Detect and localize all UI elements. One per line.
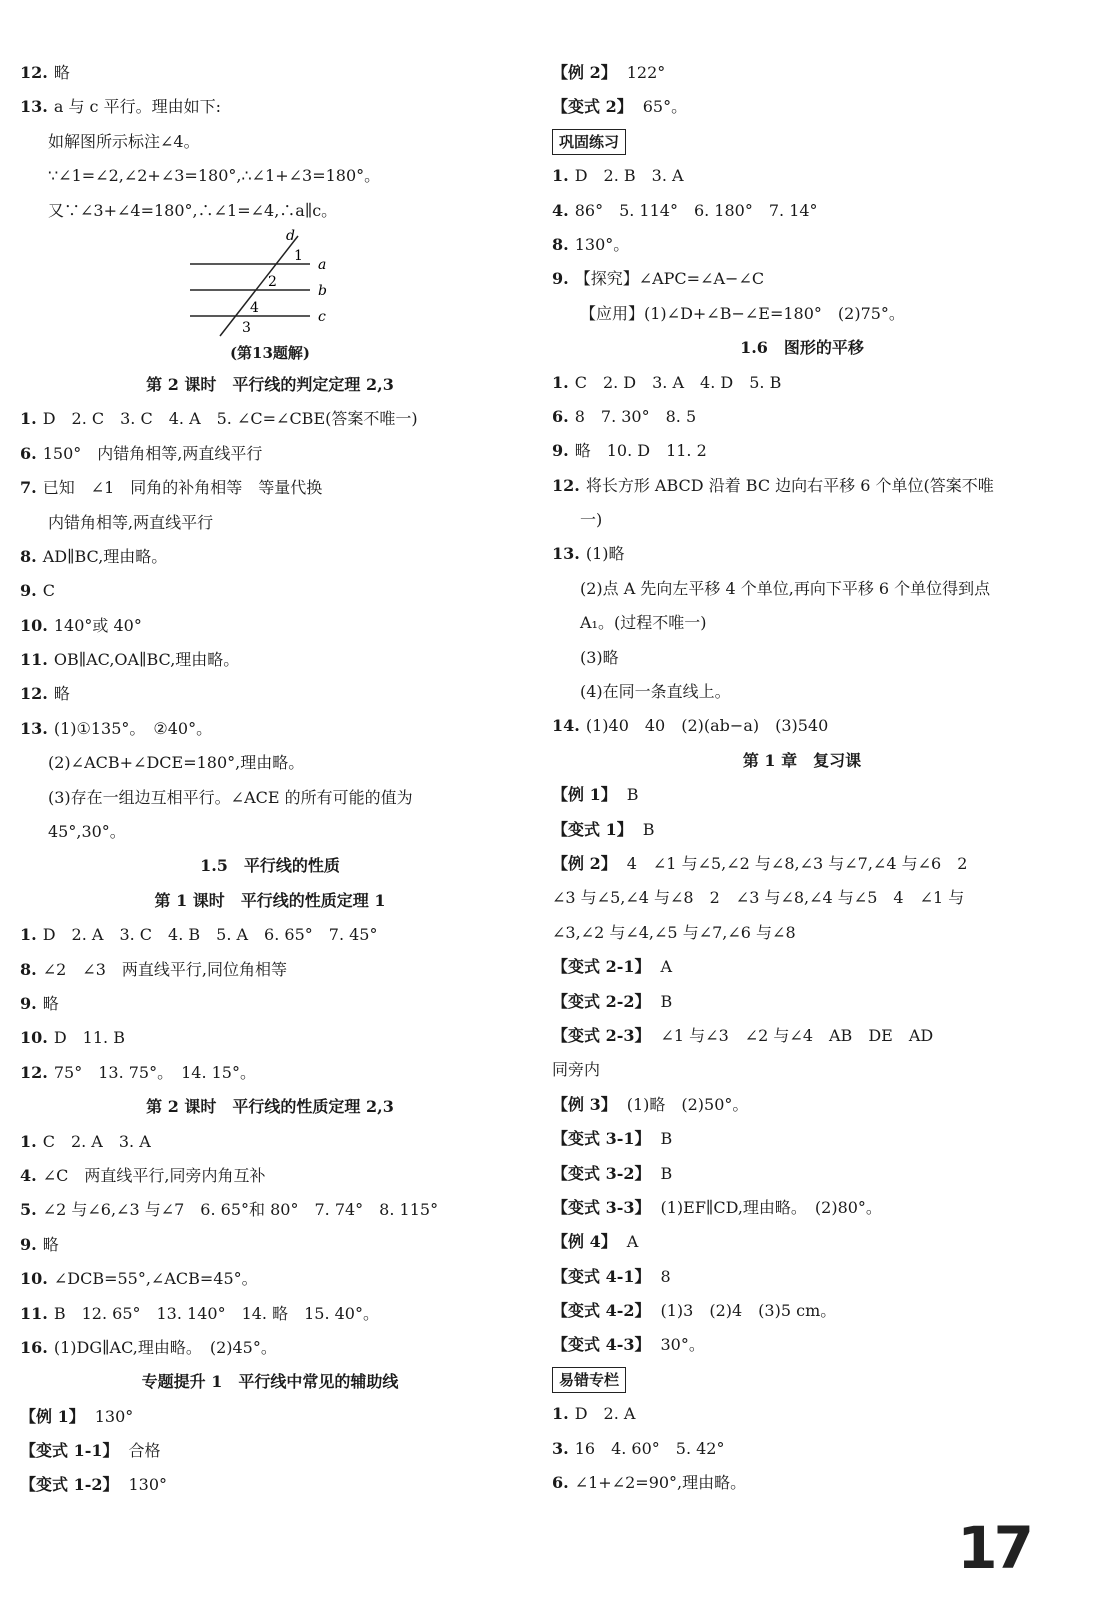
item-number: 13.	[552, 544, 580, 564]
answer-item	[552, 434, 1052, 468]
item-number: 9.	[20, 993, 37, 1013]
example-answer: ∠1 与∠3 ∠2 与∠4 AB DE AD	[660, 1025, 934, 1045]
figure-label-n2: 2	[268, 273, 277, 290]
item-answer: 75° 13. 75°。 14. 15°。	[53, 1062, 256, 1082]
left-column	[20, 56, 520, 1503]
answer-continuation: A₁。(过程不唯一)	[580, 613, 707, 633]
answer-item	[552, 709, 1052, 743]
answer-item	[20, 574, 520, 608]
item-number: 10.	[20, 1028, 48, 1048]
answer-item	[552, 537, 1052, 571]
boxed-section-title: 易错专栏	[552, 1367, 626, 1393]
answer-item	[20, 643, 520, 677]
item-number: 12.	[20, 684, 48, 704]
example-tag: 【例 1】	[20, 1406, 85, 1426]
example-answer: A	[660, 957, 673, 977]
answer-item	[20, 1262, 520, 1296]
answer-item	[20, 540, 520, 574]
item-number: 13.	[20, 718, 48, 738]
item-answer: 86° 5. 114° 6. 180° 7. 14°	[574, 200, 818, 220]
figure-parallel-lines	[20, 228, 520, 338]
answer-continuation: (3)略	[580, 647, 619, 667]
answer-item	[552, 262, 1052, 296]
example-tag: 【变式 3-1】	[552, 1129, 651, 1149]
figure-label-a: a	[318, 256, 327, 273]
item-answer: 【探究】∠APC=∠A−∠C	[574, 269, 765, 289]
item-answer: D 2. A	[574, 1404, 636, 1424]
example-answer: A	[626, 1232, 639, 1252]
example-tag: 【例 3】	[552, 1094, 617, 1114]
item-answer: ∠C 两直线平行,同旁内角互补	[42, 1165, 266, 1185]
item-number: 11.	[20, 1303, 48, 1323]
example-answer: 122°	[626, 63, 666, 82]
example-tag: 【例 2】	[552, 63, 617, 82]
answer-continuation: (3)存在一组边互相平行。∠ACE 的所有可能的值为	[48, 787, 413, 807]
section-heading: 第 2 课时 平行线的性质定理 2,3	[146, 1097, 394, 1117]
item-answer: (1)DG∥AC,理由略。 (2)45°。	[53, 1337, 277, 1357]
example-item	[552, 778, 1052, 812]
item-number: 1.	[20, 409, 37, 429]
item-answer: ∠2 与∠6,∠3 与∠7 6. 65°和 80° 7. 74° 8. 115°	[42, 1200, 439, 1220]
item-answer: (1)①135°。 ②40°。	[53, 718, 213, 738]
example-item	[552, 985, 1052, 1019]
example-item	[552, 1122, 1052, 1156]
example-item	[20, 1468, 520, 1502]
example-answer: B	[660, 1129, 673, 1149]
answer-continuation: 又∵∠3+∠4=180°,∴∠1=∠4,∴a∥c。	[48, 200, 338, 220]
item-answer: 略	[42, 1234, 59, 1254]
example-answer: 130°	[94, 1406, 134, 1426]
answer-item	[20, 677, 520, 711]
item-answer: (1)略	[585, 544, 625, 564]
example-tag: 【变式 1-2】	[20, 1475, 119, 1495]
item-number: 5.	[20, 1200, 37, 1220]
example-item	[552, 1294, 1052, 1328]
item-number: 8.	[552, 234, 569, 254]
item-number: 1.	[552, 1404, 569, 1424]
item-number: 1.	[20, 925, 37, 945]
item-number: 8.	[20, 546, 37, 566]
figure-label-c: c	[318, 308, 326, 325]
item-number: 12.	[20, 1062, 48, 1082]
answer-continuation: 内错角相等,两直线平行	[48, 512, 214, 532]
example-answer: 合格	[128, 1441, 161, 1461]
figure-label-d: d	[286, 227, 295, 244]
answer-item	[20, 56, 520, 90]
example-tag: 【例 1】	[552, 785, 617, 805]
answer-item	[20, 437, 520, 471]
item-answer: AD∥BC,理由略。	[42, 546, 168, 566]
answer-continuation: ∠3 与∠5,∠4 与∠8 2 ∠3 与∠8,∠4 与∠5 4 ∠1 与	[552, 888, 965, 908]
answer-item	[20, 953, 520, 987]
item-number: 6.	[552, 406, 569, 426]
answer-continuation: 一)	[580, 510, 603, 530]
item-answer: 将长方形 ABCD 沿着 BC 边向右平移 6 个单位(答案不唯	[585, 475, 994, 495]
example-item	[20, 1400, 520, 1434]
example-answer: B	[642, 819, 655, 839]
example-item	[552, 950, 1052, 984]
item-number: 8.	[20, 959, 37, 979]
page-number: 17	[957, 1514, 1030, 1582]
section-heading: 专题提升 1 平行线中常见的辅助线	[141, 1372, 399, 1392]
example-item	[552, 56, 1052, 90]
answer-item	[552, 194, 1052, 228]
example-item	[552, 1225, 1052, 1259]
example-answer: (1)EF∥CD,理由略。 (2)80°。	[660, 1197, 882, 1217]
example-tag: 【变式 4-2】	[552, 1301, 651, 1321]
answer-item	[20, 987, 520, 1021]
item-answer: 略	[42, 993, 59, 1013]
example-tag: 【变式 3-2】	[552, 1163, 651, 1183]
answer-item	[552, 159, 1052, 193]
boxed-section-title: 巩固练习	[552, 129, 626, 155]
item-number: 12.	[20, 63, 48, 82]
example-item	[552, 847, 1052, 881]
item-answer: 150° 内错角相等,两直线平行	[42, 443, 263, 463]
example-answer: 65°。	[642, 97, 688, 117]
answer-item	[20, 1331, 520, 1365]
item-answer: B 12. 65° 13. 140° 14. 略 15. 40°。	[53, 1303, 379, 1323]
item-number: 9.	[20, 581, 37, 601]
answer-item	[552, 1466, 1052, 1500]
example-answer: B	[660, 1163, 673, 1183]
item-answer: C 2. D 3. A 4. D 5. B	[574, 372, 782, 392]
item-answer: D 2. C 3. C 4. A 5. ∠C=∠CBE(答案不唯一)	[42, 409, 418, 429]
item-number: 1.	[552, 372, 569, 392]
item-answer: a 与 c 平行。理由如下:	[53, 97, 221, 117]
answer-item	[552, 469, 1052, 503]
transversal-line	[220, 236, 298, 336]
example-answer: 8	[660, 1266, 671, 1286]
example-item	[552, 90, 1052, 124]
answer-item	[20, 471, 520, 505]
example-tag: 【例 4】	[552, 1232, 617, 1252]
figure-label-n4: 4	[250, 299, 259, 316]
example-item	[552, 1019, 1052, 1053]
answer-item	[20, 918, 520, 952]
item-number: 4.	[552, 200, 569, 220]
example-answer: B	[626, 785, 639, 805]
answer-item	[20, 1193, 520, 1227]
item-number: 16.	[20, 1337, 48, 1357]
item-answer: OB∥AC,OA∥BC,理由略。	[53, 650, 240, 670]
example-tag: 【变式 4-3】	[552, 1335, 651, 1355]
section-heading: 1.6 图形的平移	[740, 338, 864, 358]
example-tag: 【例 2】	[552, 853, 617, 873]
answer-continuation: (4)在同一条直线上。	[580, 682, 731, 702]
example-item	[552, 813, 1052, 847]
item-answer: C 2. A 3. A	[42, 1131, 151, 1151]
answer-continuation: 如解图所示标注∠4。	[48, 131, 200, 151]
item-number: 9.	[20, 1234, 37, 1254]
item-answer: 略	[53, 63, 70, 82]
answer-item	[20, 609, 520, 643]
item-answer: D 2. B 3. A	[574, 166, 684, 186]
section-heading: 第 1 课时 平行线的性质定理 1	[154, 890, 386, 910]
example-tag: 【变式 2-1】	[552, 957, 651, 977]
item-number: 10.	[20, 1269, 48, 1289]
example-tag: 【变式 1】	[552, 819, 633, 839]
example-tag: 【变式 3-3】	[552, 1197, 651, 1217]
item-number: 11.	[20, 650, 48, 670]
example-item	[552, 1157, 1052, 1191]
example-answer: 30°。	[660, 1335, 705, 1355]
example-item	[552, 1260, 1052, 1294]
item-answer: 16 4. 60° 5. 42°	[574, 1438, 725, 1458]
example-answer: 130°	[128, 1475, 168, 1495]
example-tag: 【变式 1-1】	[20, 1441, 119, 1461]
item-answer: 130°。	[574, 234, 630, 254]
item-number: 6.	[552, 1473, 569, 1493]
item-number: 9.	[552, 441, 569, 461]
item-number: 13.	[20, 97, 48, 117]
example-item	[20, 1434, 520, 1468]
example-item	[552, 1088, 1052, 1122]
item-number: 14.	[552, 716, 580, 736]
figure-label-n3: 3	[242, 319, 251, 336]
answer-item	[20, 1228, 520, 1262]
answer-item	[20, 1056, 520, 1090]
example-answer: (1)略 (2)50°。	[626, 1094, 749, 1114]
item-answer: 140°或 40°	[53, 615, 142, 635]
right-column	[552, 56, 1052, 1500]
answer-continuation: ∵∠1=∠2,∠2+∠3=180°,∴∠1+∠3=180°。	[48, 166, 381, 186]
answer-continuation: (2)点 A 先向左平移 4 个单位,再向下平移 6 个单位得到点	[580, 578, 991, 598]
example-tag: 【变式 2-2】	[552, 991, 651, 1011]
answer-item	[552, 1397, 1052, 1431]
answer-item	[20, 1125, 520, 1159]
item-number: 4.	[20, 1165, 37, 1185]
item-number: 1.	[20, 1131, 37, 1151]
item-answer: 略 10. D 11. 2	[574, 441, 707, 461]
item-answer: (1)40 40 (2)(ab−a) (3)540	[585, 716, 829, 736]
figure-label-n1: 1	[294, 247, 303, 264]
answer-continuation: (2)∠ACB+∠DCE=180°,理由略。	[48, 753, 305, 773]
item-answer: D 2. A 3. C 4. B 5. A 6. 65° 7. 45°	[42, 925, 378, 945]
item-answer: 8 7. 30° 8. 5	[574, 406, 697, 426]
item-answer: D 11. B	[53, 1028, 125, 1048]
boxed-section	[552, 125, 1052, 159]
item-answer: C	[42, 581, 55, 601]
boxed-section	[552, 1363, 1052, 1397]
item-answer: ∠DCB=55°,∠ACB=45°。	[53, 1269, 258, 1289]
item-answer: ∠2 ∠3 两直线平行,同位角相等	[42, 959, 287, 979]
item-number: 9.	[552, 269, 569, 289]
answer-item	[552, 228, 1052, 262]
figure-label-b: b	[318, 282, 327, 299]
example-tag: 【变式 2】	[552, 97, 633, 117]
example-answer: 4 ∠1 与∠5,∠2 与∠8,∠3 与∠7,∠4 与∠6 2	[626, 853, 968, 873]
example-item	[552, 1191, 1052, 1225]
section-heading: 第 1 章 复习课	[742, 750, 862, 770]
example-tag: 【变式 2-3】	[552, 1025, 651, 1045]
example-item	[552, 1328, 1052, 1362]
item-answer: 略	[53, 684, 70, 704]
figure-caption: (第13题解)	[229, 343, 311, 362]
answer-item	[552, 400, 1052, 434]
answer-item	[552, 366, 1052, 400]
answer-item	[20, 1159, 520, 1193]
item-number: 3.	[552, 1438, 569, 1458]
item-number: 1.	[552, 166, 569, 186]
section-heading: 第 2 课时 平行线的判定定理 2,3	[146, 374, 394, 394]
item-answer: 已知 ∠1 同角的补角相等 等量代换	[42, 478, 323, 498]
example-tag: 【变式 4-1】	[552, 1266, 651, 1286]
answer-item	[20, 1021, 520, 1055]
item-number: 10.	[20, 615, 48, 635]
answer-item	[20, 402, 520, 436]
answer-continuation: ∠3,∠2 与∠4,∠5 与∠7,∠6 与∠8	[552, 922, 796, 942]
answer-continuation: 同旁内	[552, 1060, 601, 1080]
answer-continuation: 【应用】(1)∠D+∠B−∠E=180° (2)75°。	[580, 303, 905, 323]
item-number: 7.	[20, 478, 37, 498]
answer-continuation: 45°,30°。	[48, 822, 126, 842]
example-answer: (1)3 (2)4 (3)5 cm。	[660, 1301, 837, 1321]
item-answer: ∠1+∠2=90°,理由略。	[574, 1473, 747, 1493]
item-number: 12.	[552, 475, 580, 495]
section-heading: 1.5 平行线的性质	[200, 856, 340, 876]
answer-item	[20, 90, 520, 124]
example-answer: B	[660, 991, 673, 1011]
answer-item	[20, 1297, 520, 1331]
answer-item	[20, 712, 520, 746]
answer-item	[552, 1432, 1052, 1466]
parallel-lines-diagram	[190, 228, 350, 338]
item-number: 6.	[20, 443, 37, 463]
